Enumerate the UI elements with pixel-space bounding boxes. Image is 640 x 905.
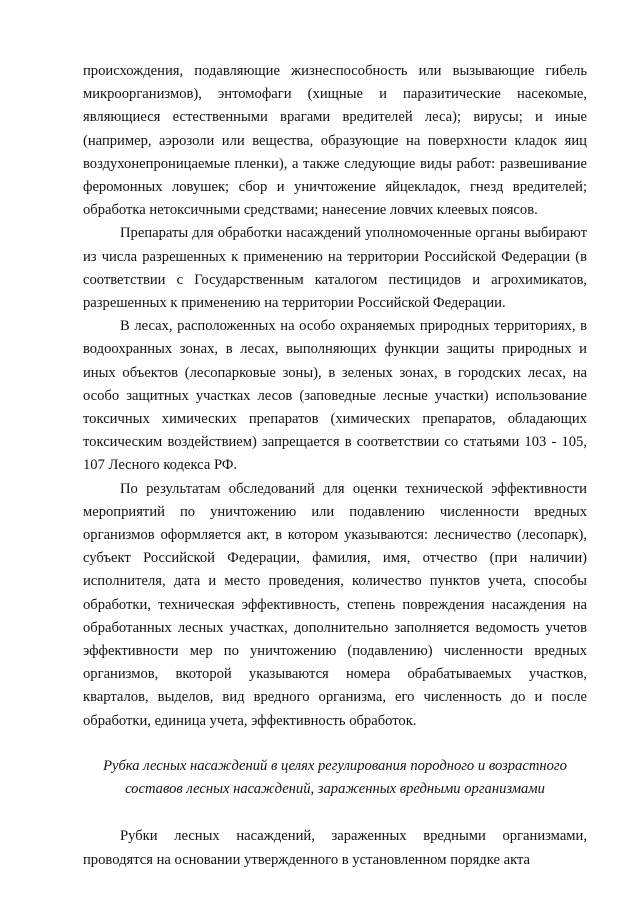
section-heading: Рубка лесных насаждений в целях регулирования породного и возрастного составов лесных насаждений, зараженных вредными организмами	[103, 757, 567, 798]
document-body	[83, 60, 587, 872]
paragraph-continuation: происхождения, подавляющие жизнеспособность или вызывающие гибель микроорганизмов), энтомофаги (хищные и паразитические насекомые, являющиеся естественными врагами вредителей леса); вирусы; и иные (например, аэрозоли или вещества, образующие на поверхности кладок яиц воздухонепроницаемые пленки), а также следующие виды работ: развешивание феромонных ловушек; сбор и уничтожение яйцекладок, гнезд вредителей; обработка нетоксичными средствами; нанесение ловчих клеевых поясов.	[83, 63, 587, 219]
paragraph-preparations: Препараты для обработки насаждений уполномоченные органы выбирают из числа разрешенных к применению на территории Российской Федерации (в соответствии с Государственным каталогом пестицидов и агрохимикатов, разрешенных к применению на территории Российской Федерации.	[83, 225, 587, 312]
paragraph-efficiency-act: По результатам обследований для оценки технической эффективности мероприятий по уничтожению или подавлению численности вредных организмов оформляется акт, в котором указываются: лесничество (лесопарк), субъект Российской Федерации, фамилия, имя, отчество (при наличии) исполнителя, дата и место проведения, количество пунктов учета, способы обработки, техническая эффективность, степень повреждения насаждения на обработанных лесных участках, дополнительно заполняется ведомость учетов эффективности мер по уничтожению (подавлению) численности вредных организмов, вкоторой указываются номера обрабатываемых участков, кварталов, выделов, вид вредного организма, его численность до и после обработки, единица учета, эффективность обработок.	[83, 480, 587, 729]
paragraph-protected-territories: В лесах, расположенных на особо охраняемых природных территориях, в водоохранных зонах, в лесах, выполняющих функции защиты природных и иных объектов (лесопарковые зоны), в зеленых зонах, в городских лесах, на особо защитных участках лесов (заповедные лесные участки) использование токсичных химических препаратов (химических препаратов, обладающих токсическим воздействием) запрещается в соответствии со статьями 103 - 105, 107 Лесного кодекса РФ.	[83, 318, 587, 474]
paragraph-felling: Рубки лесных насаждений, зараженных вредными организмами, проводятся на основании утвержденного в установленном порядке акта	[83, 828, 587, 868]
